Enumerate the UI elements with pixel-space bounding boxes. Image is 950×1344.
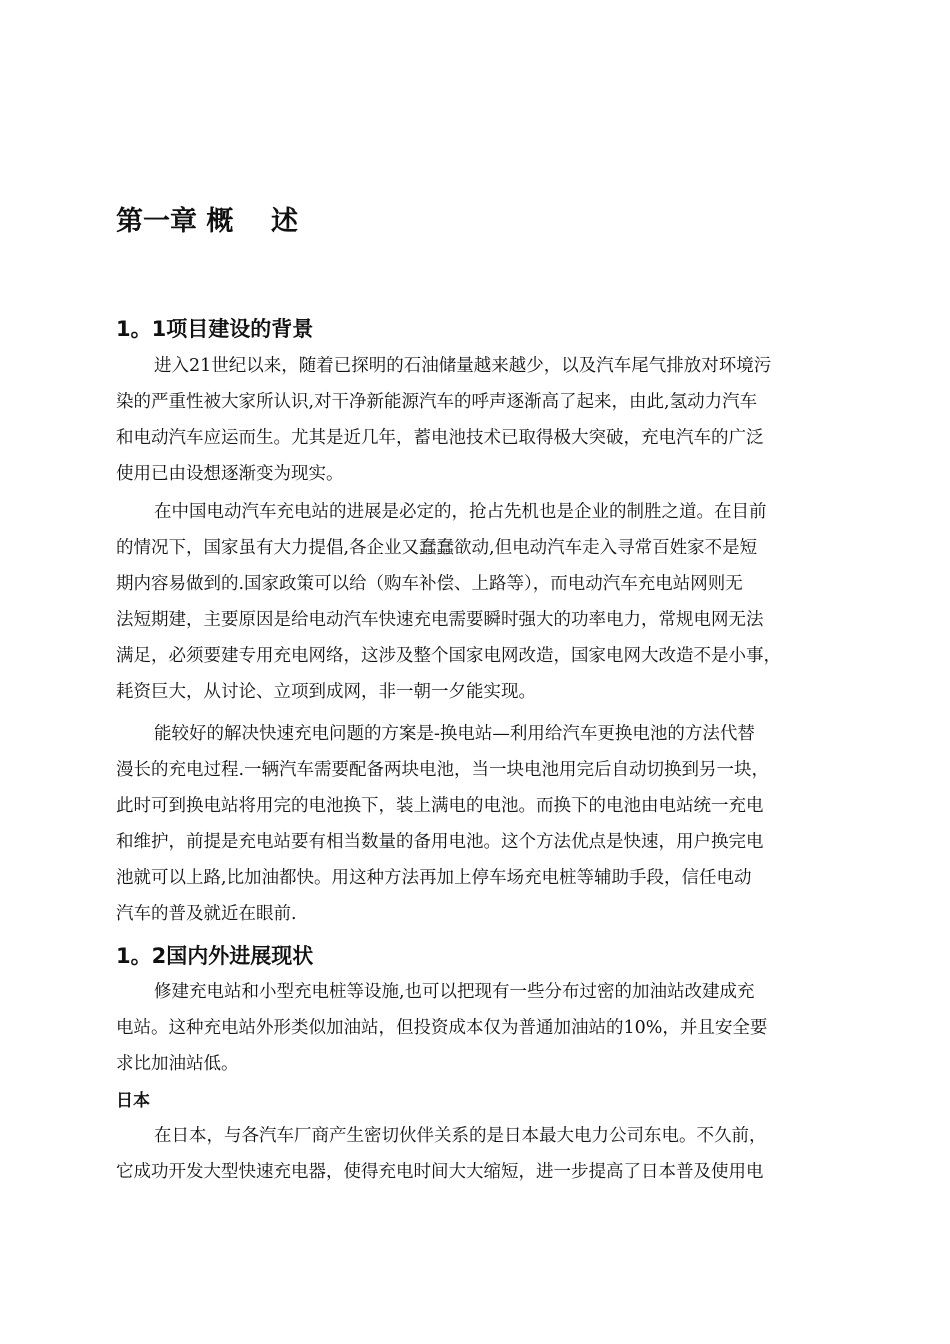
paragraph-line: 池就可以上路,比加油都快。用这种方法再加上停车场充电桩等辅助手段，信任电动 (116, 868, 752, 888)
paragraph-line: 满足，必须要建专用充电网络，这涉及整个国家电网改造，国家电网大改造不是小事， (116, 646, 781, 666)
paragraph-line: 汽车的普及就近在眼前. (116, 904, 297, 924)
paragraph-japan (116, 1118, 836, 1190)
paragraph-line: 和维护，前提是充电站要有相当数量的备用电池。这个方法优点是快速，用户换完电 (116, 832, 764, 852)
sub-heading-japan: 日本 (116, 1091, 150, 1111)
section-heading-1-1: 1。1项目建设的背景 (116, 317, 314, 341)
paragraph-line: 和电动汽车应运而生。尤其是近几年，蓄电池技术已取得极大突破，充电汽车的广泛 (116, 428, 764, 448)
paragraph-line: 期内容易做到的.国家政策可以给（购车补偿、上路等），而电动汽车充电站网则无 (116, 574, 743, 594)
paragraph-line: 电站。这种充电站外形类似加油站，但投资成本仅为普通加油站的10%，并且安全要 (116, 1018, 768, 1038)
paragraph-line: 法短期建，主要原因是给电动汽车快速充电需要瞬时强大的功率电力，常规电网无法 (116, 610, 764, 630)
paragraph-line: 它成功开发大型快速充电器，使得充电时间大大缩短，进一步提高了日本普及使用电 (116, 1162, 764, 1182)
paragraph-background-2 (116, 494, 836, 710)
paragraph-line: 的情况下，国家虽有大力提倡,各企业又蠢蠢欲动,但电动汽车走入寻常百姓家不是短 (116, 538, 758, 558)
paragraph-line: 进入21世纪以来，随着已探明的石油储量越来越少，以及汽车尾气排放对环境污 (154, 356, 772, 376)
paragraph-line: 能较好的解决快速充电问题的方案是-换电站—利用给汽车更换电池的方法代替 (154, 724, 755, 744)
paragraph-background-1 (116, 348, 836, 492)
paragraph-line: 染的严重性被大家所认识,对干净新能源汽车的呼声逐渐高了起来，由此,氢动力汽车 (116, 392, 758, 412)
section-heading-1-2: 1。2国内外进展现状 (116, 944, 314, 968)
paragraph-line: 漫长的充电过程.一辆汽车需要配备两块电池，当一块电池用完后自动切换到另一块， (116, 760, 770, 780)
paragraph-line: 此时可到换电站将用完的电池换下，装上满电的电池。而换下的电池由电站统一充电 (116, 796, 764, 816)
paragraph-background-3 (116, 716, 836, 932)
paragraph-line: 在日本，与各汽车厂商产生密切伙伴关系的是日本最大电力公司东电。不久前， (154, 1126, 767, 1146)
paragraph-line: 在中国电动汽车充电站的进展是必定的，抢占先机也是企业的制胜之道。在目前 (154, 502, 767, 522)
paragraph-status (116, 974, 836, 1082)
chapter-title: 第一章 概 述 (116, 206, 298, 237)
paragraph-line: 求比加油站低。 (116, 1054, 239, 1074)
paragraph-line: 使用已由设想逐渐变为现实。 (116, 464, 344, 484)
paragraph-line: 修建充电站和小型充电桩等设施,也可以把现有一些分布过密的加油站改建成充 (154, 982, 755, 1002)
paragraph-line: 耗资巨大，从讨论、立项到成网，非一朝一夕能实现。 (116, 682, 536, 702)
